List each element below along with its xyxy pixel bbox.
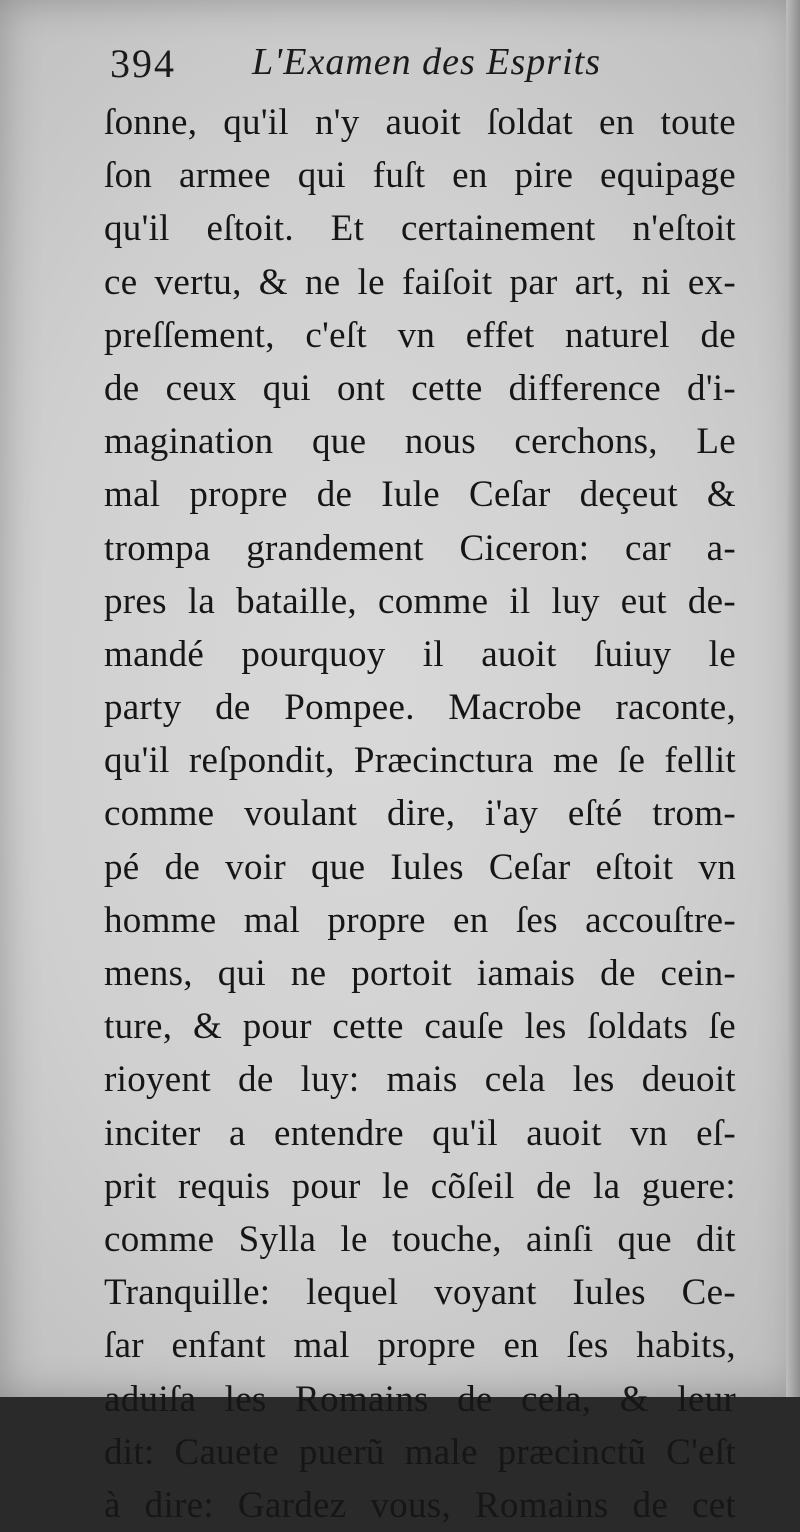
text-line: trompa grandement Ciceron: car a- xyxy=(104,527,736,569)
text-line: dit: Cauete puerũ male præcinctũ C'eſt xyxy=(104,1431,736,1473)
text-line: homme mal propre en ſes accouſtre- xyxy=(104,899,736,941)
text-line: ce vertu, & ne le faiſoit par art, ni ex- xyxy=(104,261,736,303)
text-line: ſonne, qu'il n'y auoit ſoldat en toute xyxy=(104,102,736,143)
text-line: aduiſa les Romains de cela, & leur xyxy=(104,1378,736,1420)
text-line: ſar enfant mal propre en ſes habits, xyxy=(104,1325,736,1367)
running-title: L'Examen des Esprits xyxy=(252,41,601,83)
body-text xyxy=(104,96,736,1532)
text-line: de ceux qui ont cette difference d'i- xyxy=(104,367,736,409)
text-line: inciter a entendre qu'il auoit vn eſ- xyxy=(104,1112,736,1154)
text-line: comme voulant dire, i'ay eſté trom- xyxy=(104,793,736,835)
text-line: pres la bataille, comme il luy eut de- xyxy=(104,580,736,622)
text-line: Tranquille: lequel voyant Iules Ce- xyxy=(104,1272,736,1314)
text-line: party de Pompee. Macrobe raconte, xyxy=(104,687,736,729)
text-line: mens, qui ne portoit iamais de cein- xyxy=(104,953,736,994)
text-line: pé de voir que Iules Ceſar eſtoit vn xyxy=(104,846,736,888)
text-line: prit requis pour le cõſeil de la guere: xyxy=(104,1165,736,1207)
page-header xyxy=(110,38,670,98)
text-line: mandé pourquoy il auoit ſuiuy le xyxy=(104,633,736,675)
text-line: qu'il eſtoit. Et certainement n'eſtoit xyxy=(104,208,736,250)
page-number: 394 xyxy=(110,41,176,86)
text-line: ſon armee qui fuſt en pire equipage xyxy=(104,155,736,197)
text-line: à dire: Gardez vous, Romains de cet xyxy=(104,1484,736,1526)
text-line: comme Sylla le touche, ainſi que dit xyxy=(104,1218,736,1260)
text-line: rioyent de luy: mais cela les deuoit xyxy=(104,1059,736,1101)
text-line: preſſement, c'eſt vn effet naturel de xyxy=(104,314,736,356)
text-line: mal propre de Iule Ceſar deçeut & xyxy=(104,474,736,516)
text-line: magination que nous cerchons, Le xyxy=(104,421,736,463)
text-line: qu'il reſpondit, Præcinctura me ſe fellit xyxy=(104,740,736,782)
text-line: ture, & pour cette cauſe les ſoldats ſe xyxy=(104,1006,736,1048)
page-edge xyxy=(786,0,800,1397)
